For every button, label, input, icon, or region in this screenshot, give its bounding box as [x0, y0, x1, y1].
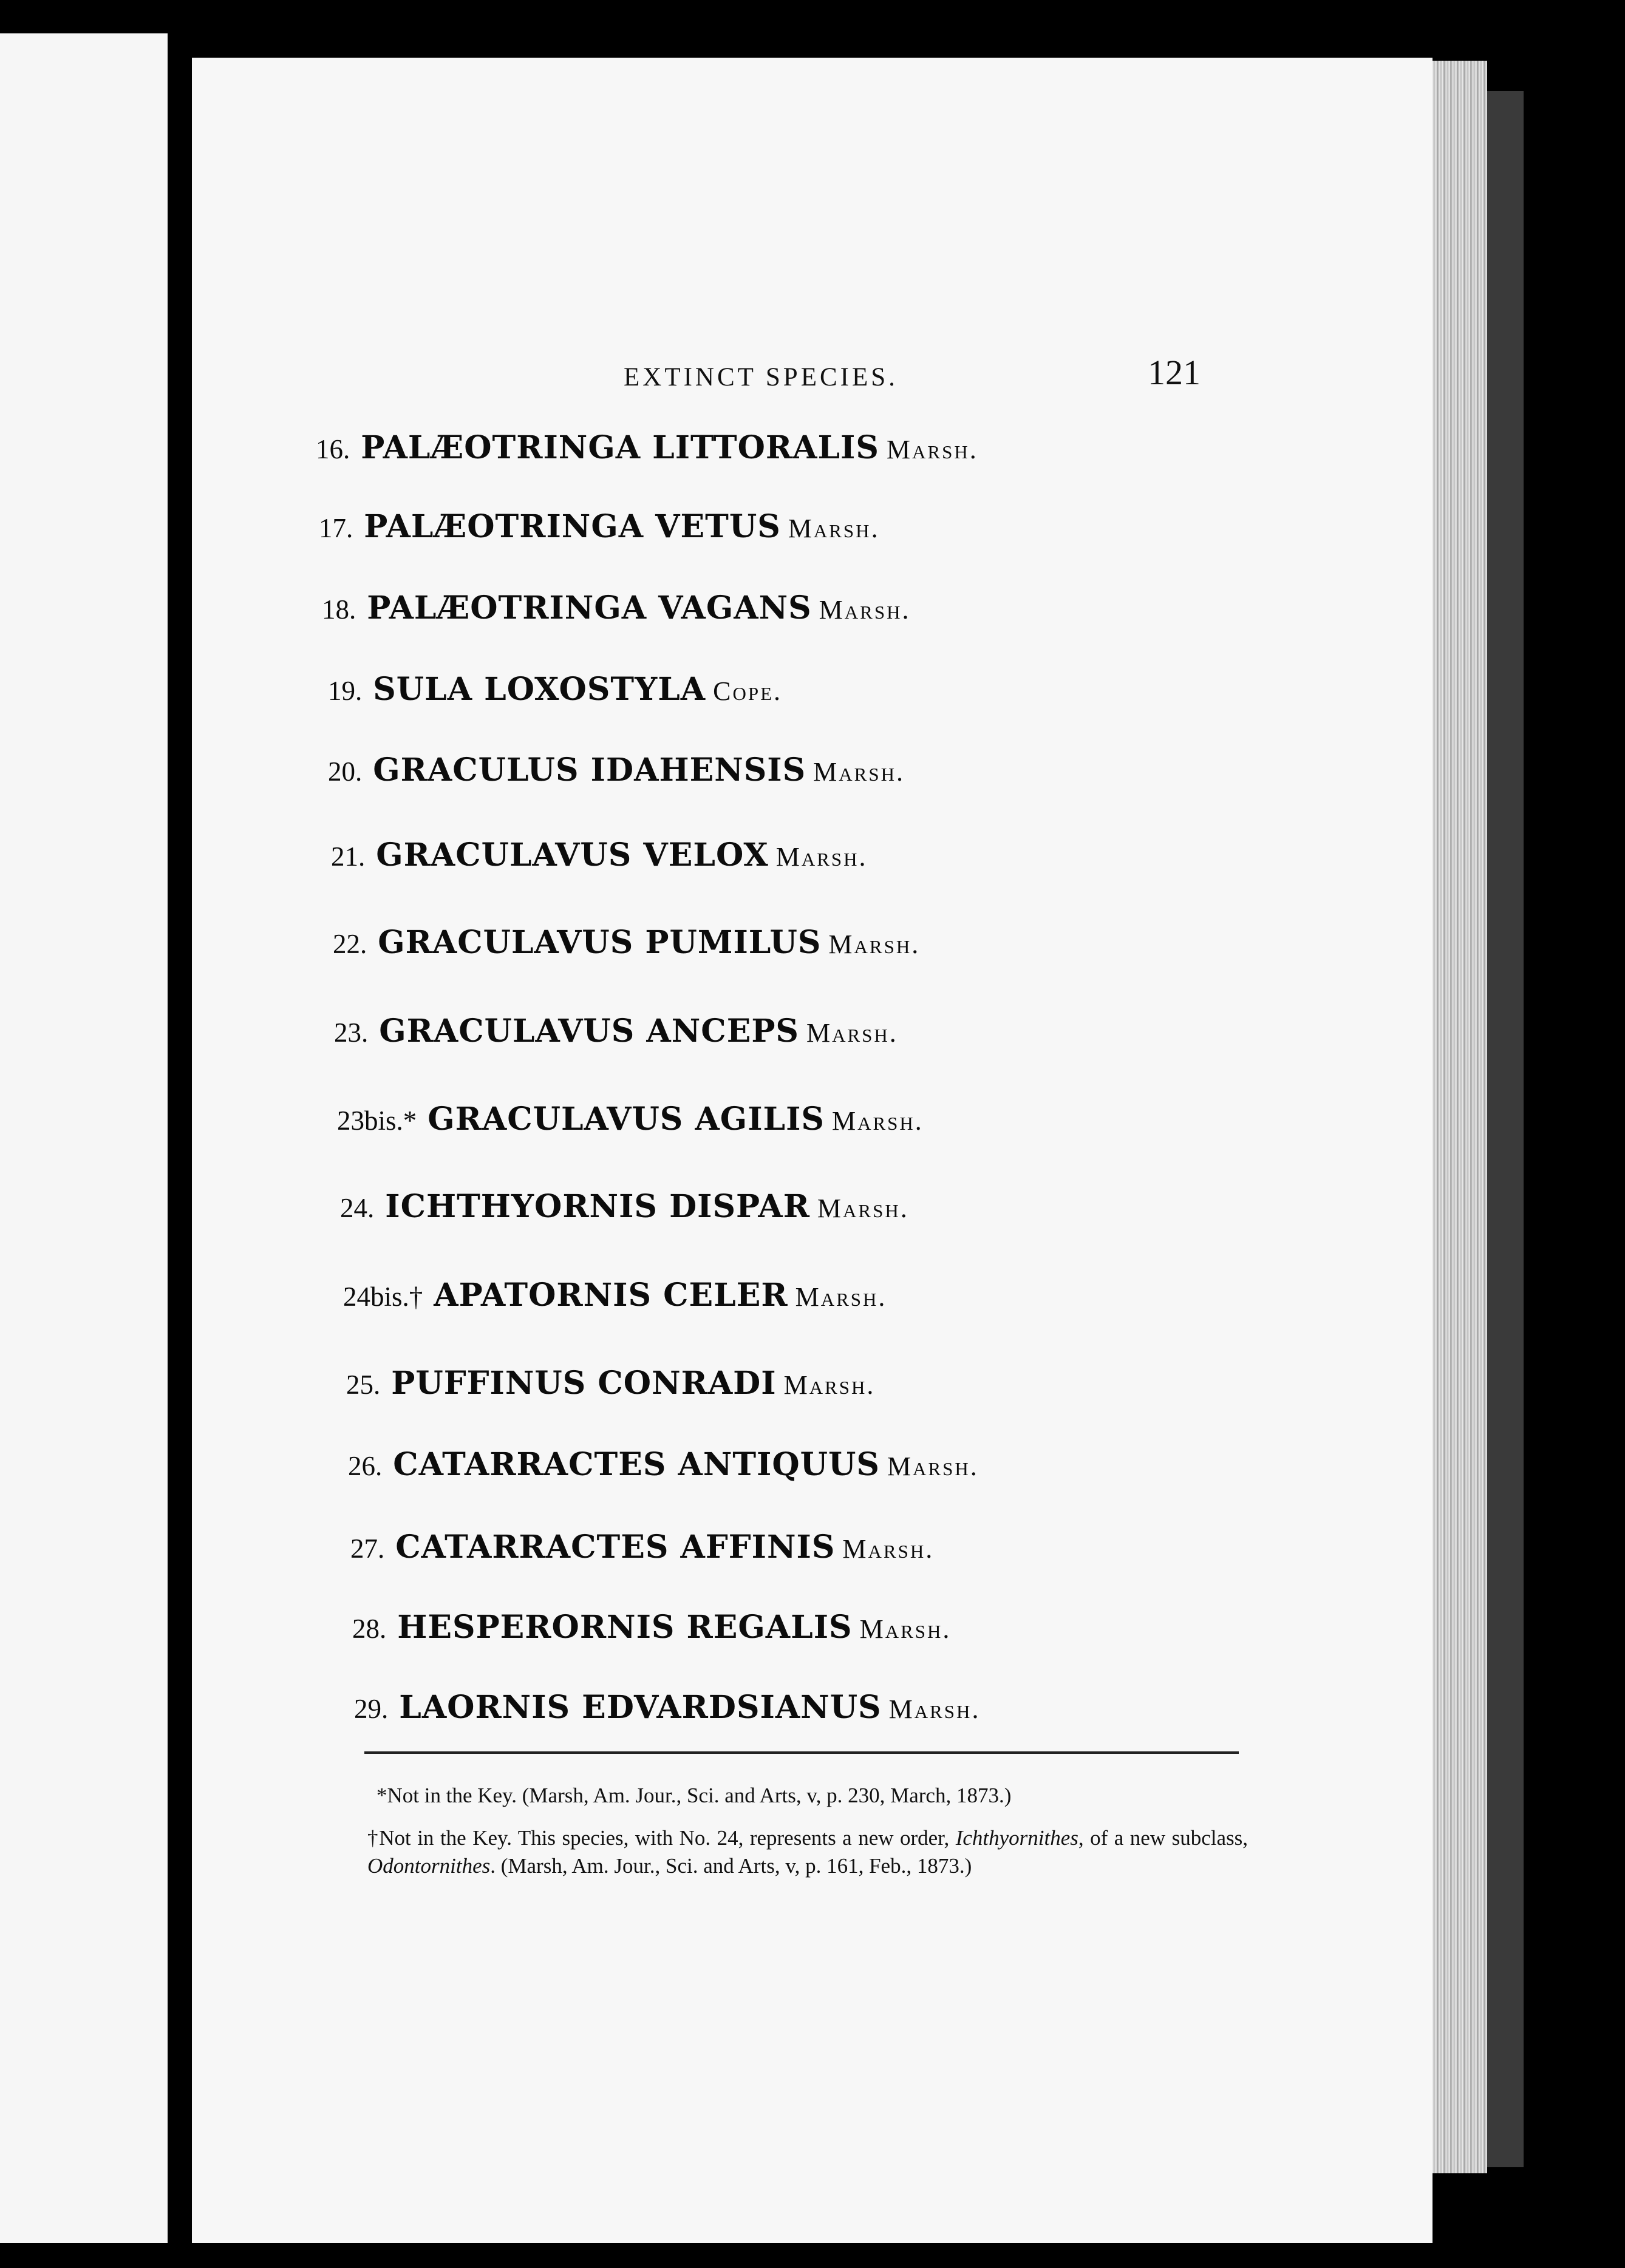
- species-name: GRACULAVUS ANCEPS: [379, 1013, 799, 1050]
- species-author: Marsh.: [831, 1106, 924, 1136]
- species-entry: [352, 1609, 952, 1646]
- page-edges-shadow: [1487, 91, 1524, 2167]
- species-author: Marsh.: [813, 757, 905, 787]
- species-author: Marsh.: [886, 435, 978, 464]
- entry-number: 20.: [328, 756, 363, 787]
- species-name: CATARRACTES ANTIQUUS: [393, 1446, 880, 1483]
- species-name: GRACULAVUS PUMILUS: [378, 924, 822, 961]
- species-entry: [331, 837, 868, 874]
- species-author: Marsh.: [859, 1614, 952, 1644]
- entry-number: 29.: [354, 1694, 389, 1724]
- entry-number: 27.: [350, 1533, 385, 1564]
- species-entry: [328, 752, 905, 789]
- left-page-margin: [0, 33, 168, 2243]
- species-name: PUFFINUS CONRADI: [391, 1365, 777, 1402]
- footnote-order-name: Ichthyornithes: [955, 1826, 1078, 1850]
- species-name: GRACULUS IDAHENSIS: [373, 752, 806, 789]
- entry-number: 17.: [319, 513, 353, 543]
- species-name: PALÆOTRINGA VAGANS: [367, 589, 812, 626]
- species-entry: [350, 1529, 935, 1566]
- species-author: Marsh.: [819, 595, 911, 625]
- species-author: Marsh.: [775, 842, 868, 872]
- species-entry: [333, 924, 921, 961]
- page-edges: [1433, 61, 1487, 2173]
- footnote-dagger-citation: . (Marsh, Am. Jour., Sci. and Arts, v, p. 161, Feb., 1873.): [490, 1854, 972, 1878]
- species-name: CATARRACTES AFFINIS: [395, 1529, 836, 1566]
- species-entry: [343, 1277, 887, 1314]
- species-name: ICHTHYORNIS DISPAR: [385, 1188, 810, 1225]
- species-name: APATORNIS CELER: [434, 1277, 788, 1314]
- species-entry: [328, 671, 783, 708]
- entry-number: 25.: [346, 1370, 381, 1400]
- entry-number: 24bis.†: [343, 1282, 423, 1312]
- species-author: Marsh.: [887, 1451, 979, 1481]
- species-name: GRACULAVUS VELOX: [376, 837, 769, 874]
- species-entry: [322, 589, 911, 626]
- entry-number: 24.: [340, 1193, 375, 1223]
- species-entry: [334, 1013, 898, 1050]
- species-entry: [354, 1689, 981, 1726]
- species-entry: [346, 1365, 876, 1402]
- entry-number: 23.: [334, 1017, 369, 1048]
- entry-number: 26.: [348, 1451, 383, 1481]
- entry-number: 19.: [328, 676, 363, 706]
- entry-number: 18.: [322, 594, 356, 625]
- species-entry: [319, 508, 880, 545]
- species-name: GRACULAVUS AGILIS: [428, 1101, 825, 1138]
- species-name: SULA LOXOSTYLA: [373, 671, 706, 708]
- species-author: Marsh.: [817, 1193, 909, 1223]
- species-name: HESPERORNIS REGALIS: [397, 1609, 853, 1646]
- entry-number: 28.: [352, 1614, 387, 1644]
- footnote-rule: [364, 1751, 1239, 1754]
- book-gutter: [168, 0, 192, 2268]
- entry-number: 21.: [331, 841, 366, 872]
- species-entry: [337, 1101, 924, 1138]
- page-number: 121: [1148, 353, 1201, 392]
- species-author: Marsh.: [888, 1694, 981, 1724]
- species-author: Cope.: [713, 676, 783, 706]
- species-author: Marsh.: [795, 1282, 887, 1312]
- species-name: PALÆOTRINGA LITTORALIS: [361, 429, 879, 466]
- footnote-dagger: [367, 1824, 1248, 1880]
- entry-number: 16.: [316, 434, 350, 464]
- species-author: Marsh.: [788, 514, 880, 543]
- footnote-dagger-text: †Not in the Key. This species, with No. 24, represents a new order,: [367, 1826, 956, 1850]
- species-author: Marsh.: [842, 1534, 935, 1564]
- species-name: LAORNIS EDVARDSIANUS: [399, 1689, 882, 1726]
- species-author: Marsh.: [828, 929, 921, 959]
- running-head: EXTINCT SPECIES.: [624, 363, 898, 392]
- species-author: Marsh.: [806, 1018, 898, 1048]
- species-entry: [348, 1446, 979, 1483]
- species-name: PALÆOTRINGA VETUS: [364, 508, 781, 545]
- footnote-subclass-name: Odontornithes: [367, 1854, 491, 1878]
- footnote-dagger-text-2: , of a new subclass,: [1078, 1826, 1249, 1850]
- species-entry: [340, 1188, 909, 1225]
- footnote-asterisk: *Not in the Key. (Marsh, Am. Jour., Sci. and Arts, v, p. 230, March, 1873.): [376, 1784, 1012, 1807]
- entry-number: 23bis.*: [337, 1105, 417, 1136]
- species-entry: [316, 429, 978, 466]
- entry-number: 22.: [333, 929, 367, 959]
- species-author: Marsh.: [783, 1370, 876, 1400]
